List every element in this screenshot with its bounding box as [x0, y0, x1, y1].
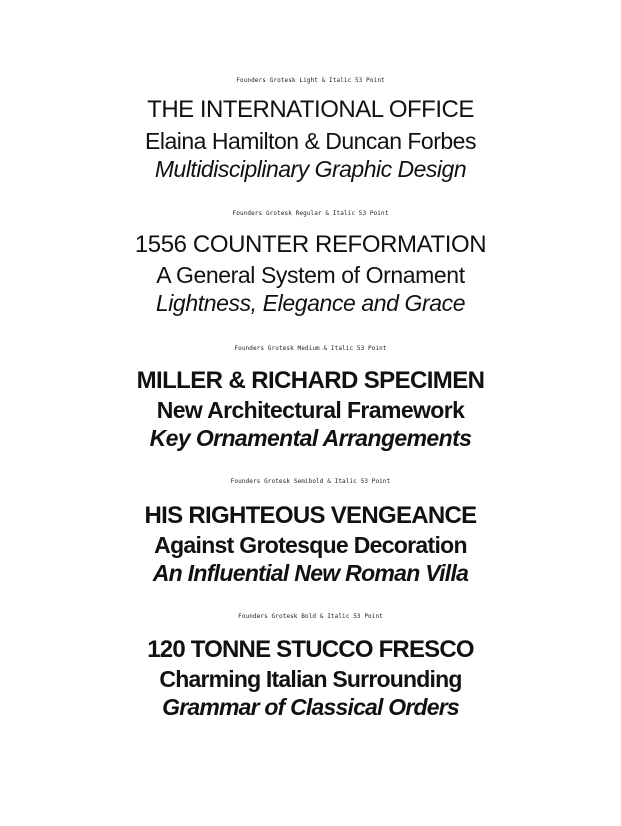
specimen-caption-semibold: Founders Grotesk Semibold & Italic 53 Point [230, 478, 391, 485]
specimen-medium-line-3: Key Ornamental Arrangements [149, 425, 472, 451]
specimen-regular-line-2: A General System of Ornament [156, 262, 465, 288]
specimen-light-line-2: Elaina Hamilton & Duncan Forbes [145, 128, 476, 154]
specimen-medium-line-1: MILLER & RICHARD SPECIMEN [136, 367, 485, 394]
specimen-semibold-line-2: Against Grotesque Decoration [154, 532, 467, 558]
specimen-regular-line-1: 1556 COUNTER REFORMATION [134, 231, 487, 258]
specimen-caption-light: Founders Grotesk Light & Italic 53 Point [236, 77, 385, 84]
specimen-bold-line-1: 120 TONNE STUCCO FRESCO [147, 636, 474, 663]
specimen-medium-line-2: New Architectural Framework [156, 397, 465, 423]
specimen-bold-line-3: Grammar of Classical Orders [162, 694, 459, 720]
specimen-caption-medium: Founders Grotesk Medium & Italic 53 Point [234, 345, 387, 352]
specimen-regular-line-3: Lightness, Elegance and Grace [155, 290, 466, 316]
specimen-light-line-3: Multidisciplinary Graphic Design [154, 156, 467, 182]
specimen-semibold-line-3: An Influential New Roman Villa [152, 560, 469, 586]
specimen-caption-regular: Founders Grotesk Regular & Italic 53 Point [232, 210, 389, 217]
specimen-light-line-1: THE INTERNATIONAL OFFICE [147, 96, 474, 123]
specimen-bold-line-2: Charming Italian Surrounding [159, 666, 462, 692]
specimen-semibold-line-1: HIS RIGHTEOUS VENGEANCE [144, 502, 477, 529]
specimen-caption-bold: Founders Grotesk Bold & Italic 53 Point [238, 613, 383, 620]
